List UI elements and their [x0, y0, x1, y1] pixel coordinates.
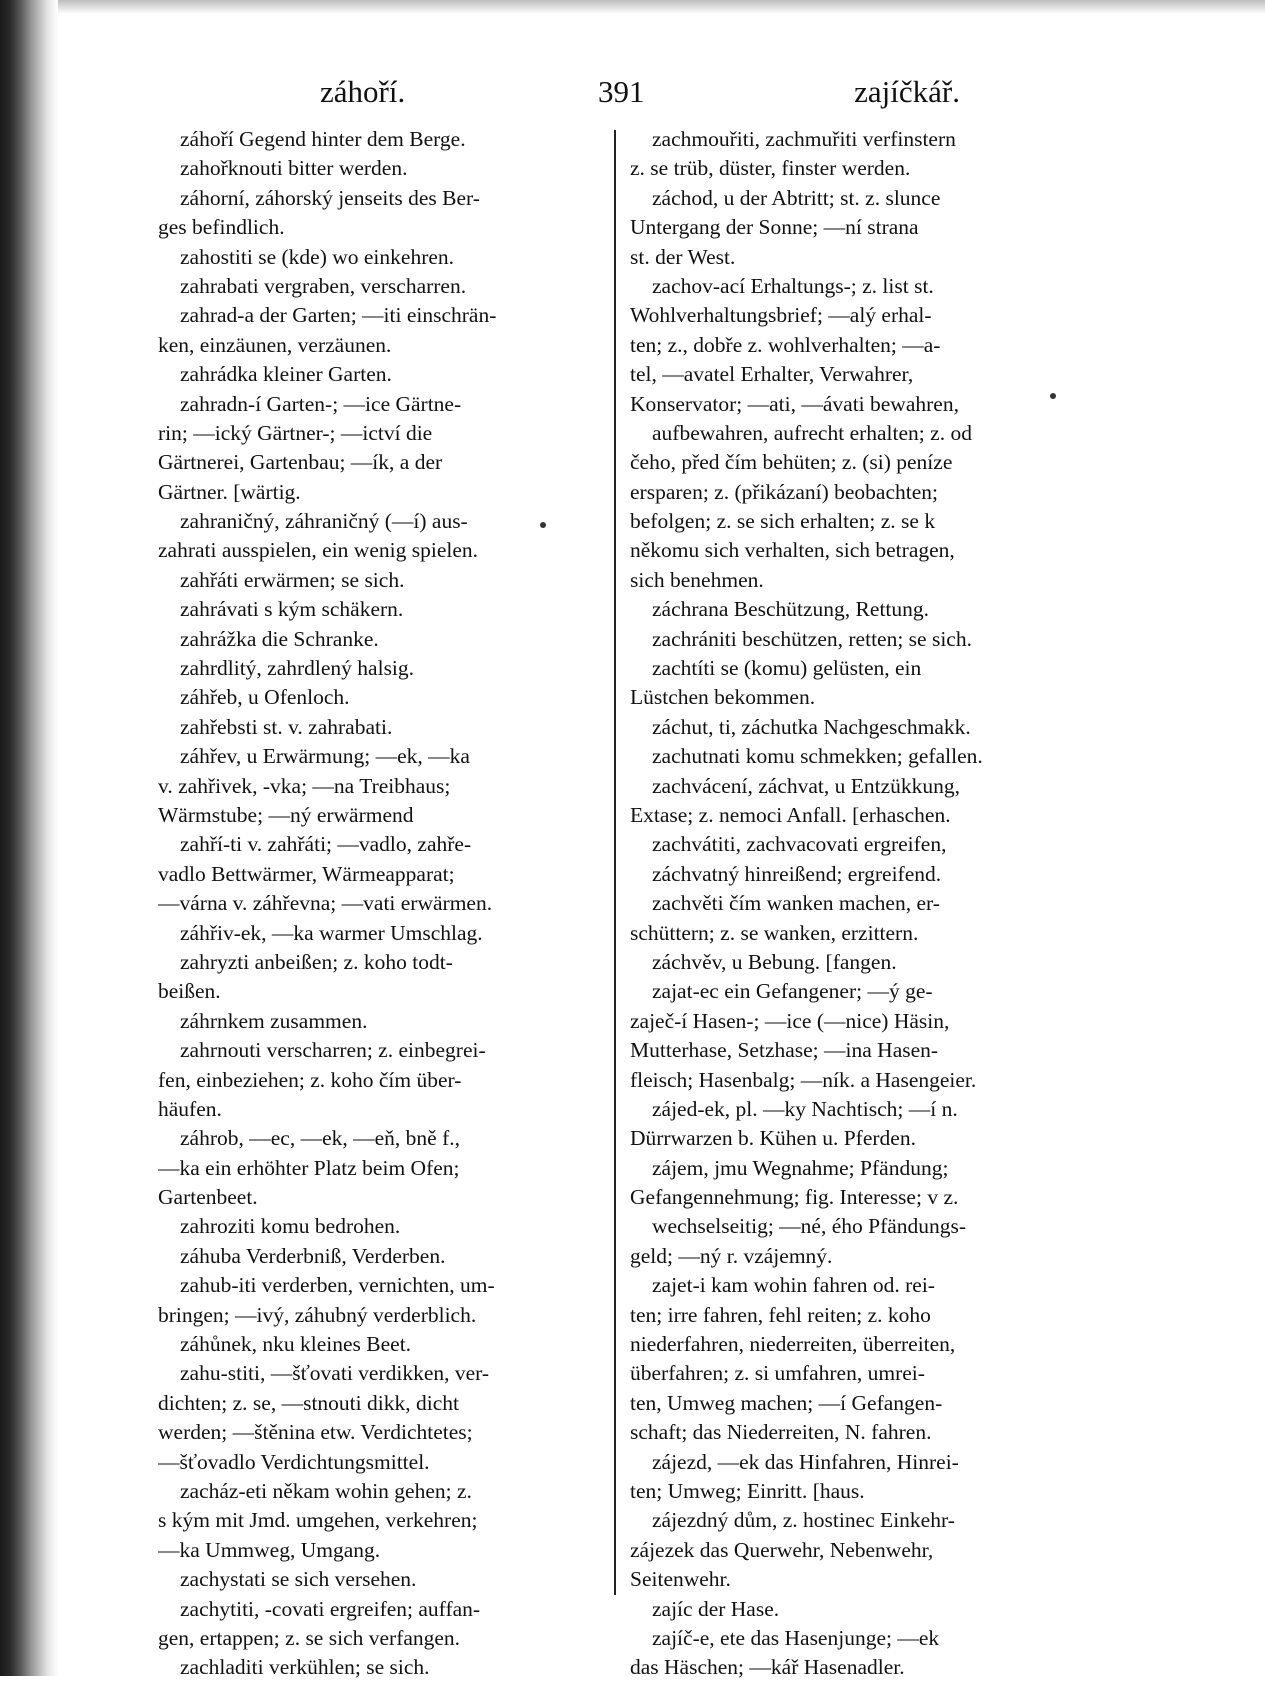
entry-line: zájed-ek, pl. —ky Nachtisch; —í n. — [652, 1096, 958, 1121]
entry-line: befolgen; z. se sich erhalten; z. se k — [630, 509, 936, 534]
entry-line: zahřáti erwärmen; se sich. — [180, 567, 405, 592]
entry-line: aufbewahren, aufrecht erhalten; z. od — [652, 420, 972, 445]
entry-line: vadlo Bettwärmer, Wärmeapparat; — [158, 861, 455, 886]
entry-line: záhřiv-ek, —ka warmer Umschlag. — [180, 920, 483, 945]
entry-line: záchut, ti, záchutka Nachgeschmakk. — [652, 714, 971, 739]
entry-line: zacház-eti někam wohin gehen; z. — [180, 1478, 472, 1503]
entry-line: záchvěv, u Bebung. [fangen. — [652, 949, 897, 974]
entry-line: v. zahřivek, -vka; —na Treibhaus; — [158, 773, 451, 798]
entry-line: zahu-stiti, —šťovati verdikken, ver- — [180, 1361, 490, 1386]
entry-line: bringen; —ivý, záhubný verderblich. — [158, 1302, 477, 1327]
entry-line: Gärtnerei, Gartenbau; —ík, a der — [158, 450, 443, 475]
entry-line: zájezdný dům, z. hostinec Einkehr- — [652, 1508, 955, 1533]
entry-line: Seitenwehr. — [630, 1567, 731, 1592]
entry-line: zachmouřiti, zachmuřiti verfinstern — [652, 127, 956, 151]
entry-line: zahub-iti verderben, vernichten, um- — [180, 1273, 495, 1298]
entry-line: zachystati se sich versehen. — [180, 1567, 417, 1592]
entry-line: Gefangennehmung; fig. Interesse; v z. — [630, 1185, 959, 1210]
entry-line: Untergang der Sonne; —ní strana — [630, 215, 919, 240]
entry-line: werden; —štěnina etw. Verdichtetes; — [158, 1420, 473, 1445]
entry-line: Gartenbeet. — [158, 1185, 258, 1210]
entry-line: záhřeb, u Ofenloch. — [180, 685, 350, 710]
entry-line: zajíč-e, ete das Hasenjunge; —ek — [652, 1625, 940, 1650]
entry-line: zahroziti komu bedrohen. — [180, 1214, 401, 1239]
margin-speck — [1050, 393, 1056, 399]
page-number: 391 — [598, 74, 645, 109]
entry-line: —ka Ummweg, Umgang. — [158, 1537, 381, 1562]
entry-line: häufen. — [158, 1096, 222, 1121]
entry-line: geld; —ný r. vzájemný. — [630, 1243, 833, 1268]
entry-line: zahří-ti v. zahřáti; —vadlo, zahře- — [180, 832, 472, 857]
entry-line: ken, einzäunen, verzäunen. — [158, 332, 392, 357]
right-dictionary-column — [630, 125, 1090, 1683]
entry-line: zachvěti čím wanken machen, er- — [652, 891, 940, 916]
entry-line: zahrad-a der Garten; —iti einschrän- — [180, 303, 497, 328]
entry-line: Mutterhase, Setzhase; —ina Hasen- — [630, 1038, 939, 1063]
entry-line: Wohlverhaltungsbrief; —alý erhal- — [630, 303, 932, 328]
entry-line: zajíc der Hase. — [652, 1596, 780, 1621]
entry-line: zájem, jmu Wegnahme; Pfändung; — [652, 1155, 949, 1180]
page-header — [320, 74, 960, 118]
entry-line: dichten; z. se, —stnouti dikk, dicht — [158, 1390, 459, 1415]
entry-line: zachrániti beschützen, retten; se sich. — [652, 626, 972, 651]
entry-line: zahrabati vergraben, verscharren. — [180, 273, 467, 298]
entry-line: fleisch; Hasenbalg; —ník. a Hasengeier. — [630, 1067, 977, 1092]
entry-line: zahradn-í Garten-; —ice Gärtne- — [180, 391, 462, 416]
entry-line: Konservator; —ati, —ávati bewahren, — [630, 391, 959, 416]
entry-line: tel, —avatel Erhalter, Verwahrer, — [630, 362, 914, 387]
entry-line: zachov-ací Erhaltungs-; z. list st. — [652, 273, 934, 298]
entry-line: zahraničný, záhraničný (—í) aus- — [180, 509, 468, 534]
entry-line: —várna v. záhřevna; —vati erwärmen. — [158, 891, 493, 916]
entry-line: z. se trüb, düster, finster werden. — [630, 156, 911, 181]
entry-line: záhoří Gegend hinter dem Berge. — [180, 127, 466, 151]
entry-line: zahřebsti st. v. zahrabati. — [180, 714, 393, 739]
left-headword: záhoří. — [320, 74, 406, 109]
entry-line: —ka ein erhöhter Platz beim Ofen; — [158, 1155, 460, 1180]
scan-binding-shadow — [0, 0, 58, 1676]
entry-line: s kým mit Jmd. umgehen, verkehren; — [158, 1508, 478, 1533]
entry-line: ten; z., dobře z. wohlverhalten; —a- — [630, 332, 941, 357]
margin-speck — [540, 522, 546, 528]
entry-line: überfahren; z. si umfahren, umrei- — [630, 1361, 925, 1386]
entry-line: Extase; z. nemoci Anfall. [erhaschen. — [630, 802, 951, 827]
entry-line: sich benehmen. — [630, 567, 764, 592]
right-headword: zajíčkář. — [854, 74, 960, 109]
entry-line: ten, Umweg machen; —í Gefangen- — [630, 1390, 943, 1415]
entry-line: Gärtner. [wärtig. — [158, 479, 301, 504]
entry-line: ersparen; z. (přikázaní) beobachten; — [630, 479, 939, 504]
entry-line: záhrnkem zusammen. — [180, 1008, 368, 1033]
entry-line: záchvatný hinreißend; ergreifend. — [652, 861, 942, 886]
entry-line: gen, ertappen; z. se sich verfangen. — [158, 1625, 461, 1650]
entry-line: schaft; das Niederreiten, N. fahren. — [630, 1420, 932, 1445]
entry-line: Lüstchen bekommen. — [630, 685, 816, 710]
entry-line: zájezd, —ek das Hinfahren, Hinrei- — [652, 1449, 959, 1474]
entry-line: Dürrwarzen b. Kühen u. Pferden. — [630, 1126, 916, 1151]
entry-line: záhůnek, nku kleines Beet. — [180, 1332, 412, 1357]
entry-line: rin; —ický Gärtner-; —ictví die — [158, 420, 433, 445]
entry-line: záchod, u der Abtritt; st. z. slunce — [652, 185, 941, 210]
entry-line: zahrdlitý, zahrdlený halsig. — [180, 656, 415, 681]
entry-line: zaječ-í Hasen-; —ice (—nice) Häsin, — [630, 1008, 950, 1033]
entry-line: zachvátiti, zachvacovati ergreifen, — [652, 832, 947, 857]
entry-line: niederfahren, niederreiten, überreiten, — [630, 1332, 956, 1357]
entry-line: zahrádka kleiner Garten. — [180, 362, 392, 387]
entry-line: zachvácení, záchvat, u Entzükkung, — [652, 773, 961, 798]
column-divider — [614, 130, 616, 1595]
entry-line: zachytiti, -covati ergreifen; auffan- — [180, 1596, 481, 1621]
entry-line: zajet-i kam wohin fahren od. rei- — [652, 1273, 935, 1298]
entry-line: záhřev, u Erwärmung; —ek, —ka — [180, 744, 470, 769]
entry-line: zahořknouti bitter werden. — [180, 156, 408, 181]
entry-line: fen, einbeziehen; z. koho čím über- — [158, 1067, 462, 1092]
entry-line: zájezek das Querwehr, Nebenwehr, — [630, 1537, 934, 1562]
entry-line: wechselseitig; —né, ého Pfändungs- — [652, 1214, 967, 1239]
entry-line: zachladiti verkühlen; se sich. — [180, 1655, 430, 1680]
entry-line: zajat-ec ein Gefangener; —ý ge- — [652, 979, 933, 1004]
entry-line: ten; irre fahren, fehl reiten; z. koho — [630, 1302, 931, 1327]
entry-line: zahrnouti verscharren; z. einbegrei- — [180, 1038, 486, 1063]
entry-line: ges befindlich. — [158, 215, 285, 240]
entry-line: záhrob, —ec, —ek, —eň, bně f., — [180, 1126, 460, 1151]
entry-line: někomu sich verhalten, sich betragen, — [630, 538, 955, 563]
scan-top-shadow — [58, 0, 1265, 14]
entry-line: Wärmstube; —ný erwärmend — [158, 802, 414, 827]
entry-line: beißen. — [158, 979, 221, 1004]
entry-line: zachutnati komu schmekken; gefallen. — [652, 744, 983, 769]
entry-line: čeho, před čím behüten; z. (si) peníze — [630, 450, 953, 475]
entry-line: zahryzti anbeißen; z. koho todt- — [180, 949, 453, 974]
entry-line: das Häschen; —kář Hasenadler. — [630, 1655, 905, 1680]
entry-line: schüttern; z. se wanken, erzittern. — [630, 920, 919, 945]
entry-line: —šťovadlo Verdichtungsmittel. — [158, 1449, 430, 1474]
entry-line: záhorní, záhorský jenseits des Ber- — [180, 185, 480, 210]
entry-line: ten; Umweg; Einritt. [haus. — [630, 1478, 865, 1503]
entry-line: záhuba Verderbniß, Verderben. — [180, 1243, 446, 1268]
entry-line: zahrážka die Schranke. — [180, 626, 379, 651]
entry-line: zachtíti se (komu) gelüsten, ein — [652, 656, 922, 681]
entry-line: zahrati ausspielen, ein wenig spielen. — [158, 538, 479, 563]
entry-line: st. der West. — [630, 244, 736, 269]
entry-line: záchrana Beschützung, Rettung. — [652, 597, 930, 622]
entry-line: zahostiti se (kde) wo einkehren. — [180, 244, 455, 269]
entry-line: zahrávati s kým schäkern. — [180, 597, 404, 622]
left-dictionary-column — [158, 125, 608, 1683]
